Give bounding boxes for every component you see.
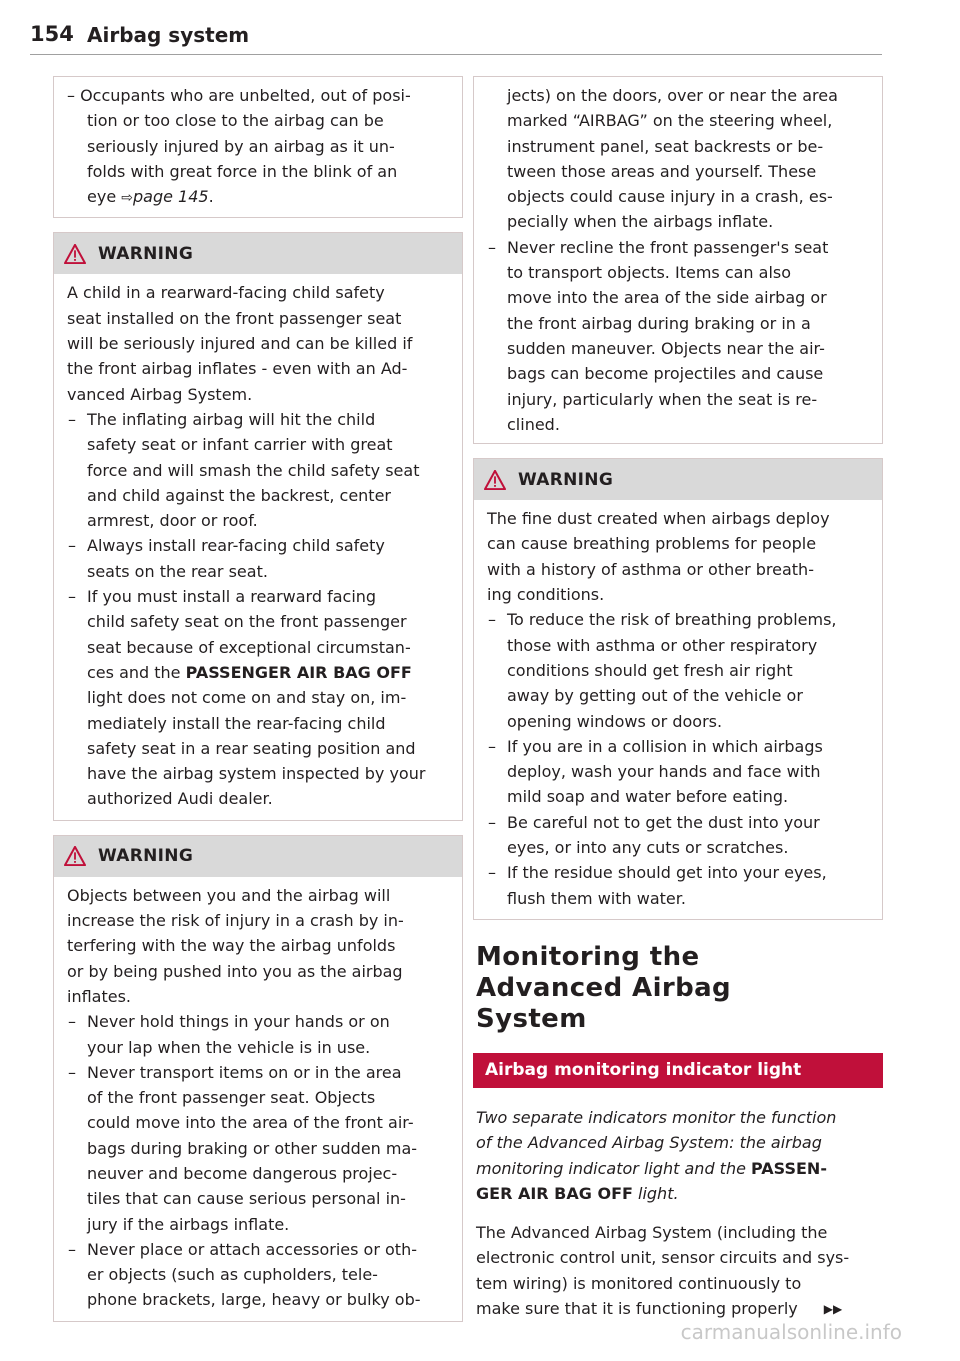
text-line: vanced Airbag System. xyxy=(67,384,253,404)
text-line: terfering with the way the airbag unfolds xyxy=(67,936,396,956)
list-item: – To reduce the risk of breathing problems, those with asthma or other respiratory conditions should get fresh air right away by getting out of the vehicle or opening windows or doors. xyxy=(487,607,869,733)
warning-label: WARNING xyxy=(518,469,614,490)
left-column xyxy=(53,76,463,1322)
body-paragraph: The Advanced Airbag System (including the electronic control unit, sensor circuits and sys- tem wiring) is monitored continuously to make sure that it is functioning properly ▶▶ xyxy=(473,1220,883,1322)
page-number: 154 xyxy=(30,22,74,46)
text-line: objects could cause injury in a crash, es- xyxy=(507,187,833,207)
warning-body xyxy=(54,877,462,1321)
text-line: instrument panel, seat backrests or be- xyxy=(507,136,824,156)
text-line: pecially when the airbags inflate. xyxy=(507,212,774,232)
chapter-heading: Monitoring the Advanced Airbag System xyxy=(476,941,732,1034)
text-line: can cause breathing problems for people xyxy=(487,534,817,554)
list-item: – The inflating airbag will hit the child safety seat or infant carrier with great force and will smash the child safety seat and child against the backrest, center armrest, door or roof. xyxy=(67,407,449,533)
page-header xyxy=(30,22,882,55)
list-item: – Be careful not to get the dust into your eyes, or into any cuts or scratches. xyxy=(487,810,869,861)
text-line: ing conditions. xyxy=(487,585,605,605)
list-item: – Never place or attach accessories or oth- er objects (such as cupholders, tele- phone brackets, large, heavy or bulky ob- xyxy=(67,1237,449,1313)
indicator-name: PASSENGER AIR BAG OFF xyxy=(185,662,412,682)
text-line: seriously injured by an airbag as it un- xyxy=(87,136,395,156)
text-line: The fine dust created when airbags deploy xyxy=(487,509,830,529)
subsection-bar: Airbag monitoring indicator light xyxy=(473,1053,883,1088)
warning-label: WARNING xyxy=(98,243,194,264)
list-item: – Never hold things in your hands or on your lap when the vehicle is in use. xyxy=(67,1009,449,1060)
text-line: marked “AIRBAG” on the steering wheel, xyxy=(507,111,833,131)
text-line: inflates. xyxy=(67,986,132,1006)
warning-header xyxy=(54,836,462,877)
text-line: jects) on the doors, over or near the area xyxy=(507,86,838,105)
arrow-right-icon: ⇨ xyxy=(121,190,133,207)
warning-triangle-icon xyxy=(64,244,86,264)
text-line: increase the risk of injury in a crash by in- xyxy=(67,911,404,931)
text-line: will be seriously injured and can be killed if xyxy=(67,334,413,354)
section-title: Airbag system xyxy=(87,23,250,47)
warning-triangle-icon xyxy=(484,470,506,490)
list-item: – If you must install a rearward facing child safety seat on the front passenger seat because of exceptional circumstan- ces and the PASSENGER AIR BAG OFF light does not come on and stay on, im- mediately install the rear-facing child safety seat in a rear seating position and have the airbag system inspected by your authorized Audi dealer. xyxy=(67,584,449,812)
text-line: A child in a rearward-facing child safety xyxy=(67,283,385,303)
warning-box-objects xyxy=(53,835,463,1322)
warning-triangle-icon xyxy=(64,846,86,866)
text-line: or by being pushed into you as the airbag xyxy=(67,961,403,981)
text-line: with a history of asthma or other breath- xyxy=(487,559,814,579)
list-item: – If the residue should get into your eyes, flush them with water. xyxy=(487,860,869,911)
list-item: – If you are in a collision in which airbags deploy, wash your hands and face with mild soap and water before eating. xyxy=(487,734,869,810)
warning-body xyxy=(54,274,462,819)
warning-header xyxy=(54,233,462,274)
text-line: Objects between you and the airbag will xyxy=(67,885,391,905)
list-item: – Never transport items on or in the area of the front passenger seat. Objects could move into the area of the front air- bags during braking or other sudden ma- neuver and become dangerous projec- tiles that can cause serious personal in- jury if the airbags inflate. xyxy=(67,1060,449,1237)
continued-warning-box xyxy=(473,76,883,444)
watermark: carmanualsonline.info xyxy=(680,1320,902,1344)
warning-box-dust xyxy=(473,458,883,920)
warning-box-child-seat xyxy=(53,232,463,820)
continue-arrow-icon: ▶▶ xyxy=(823,1301,843,1316)
right-column xyxy=(473,76,883,1322)
text-line: tion or too close to the airbag can be xyxy=(87,111,384,131)
page-reference-link[interactable]: page 145 xyxy=(132,187,209,207)
warning-label: WARNING xyxy=(98,846,194,867)
intro-paragraph: Two separate indicators monitor the function of the Advanced Airbag System: the airbag monitoring indicator light and the PASSEN- GER AIR BAG OFF light. xyxy=(476,1107,837,1203)
text-line: folds with great force in the blink of an xyxy=(87,161,398,181)
warning-header xyxy=(474,459,882,500)
warning-body xyxy=(474,500,882,919)
text-line: tween those areas and yourself. These xyxy=(507,161,817,181)
text-line: eye ⇨page 145. xyxy=(87,187,214,207)
text-line: seat installed on the front passenger seat xyxy=(67,308,402,328)
text-line: the front airbag inflates - even with an Ad- xyxy=(67,359,408,379)
list-item: – Never recline the front passenger's seat to transport objects. Items can also move into the area of the side airbag or the front airbag during braking or in a sudden maneuver. Objects near the air- bags can become projectiles and cause injury, particularly when the seat is re- clined. xyxy=(487,235,869,437)
text-line: – Occupants who are unbelted, out of posi- xyxy=(67,86,411,105)
list-item: – Always install rear-facing child safety seats on the rear seat. xyxy=(67,533,449,584)
continued-warning-box xyxy=(53,76,463,218)
